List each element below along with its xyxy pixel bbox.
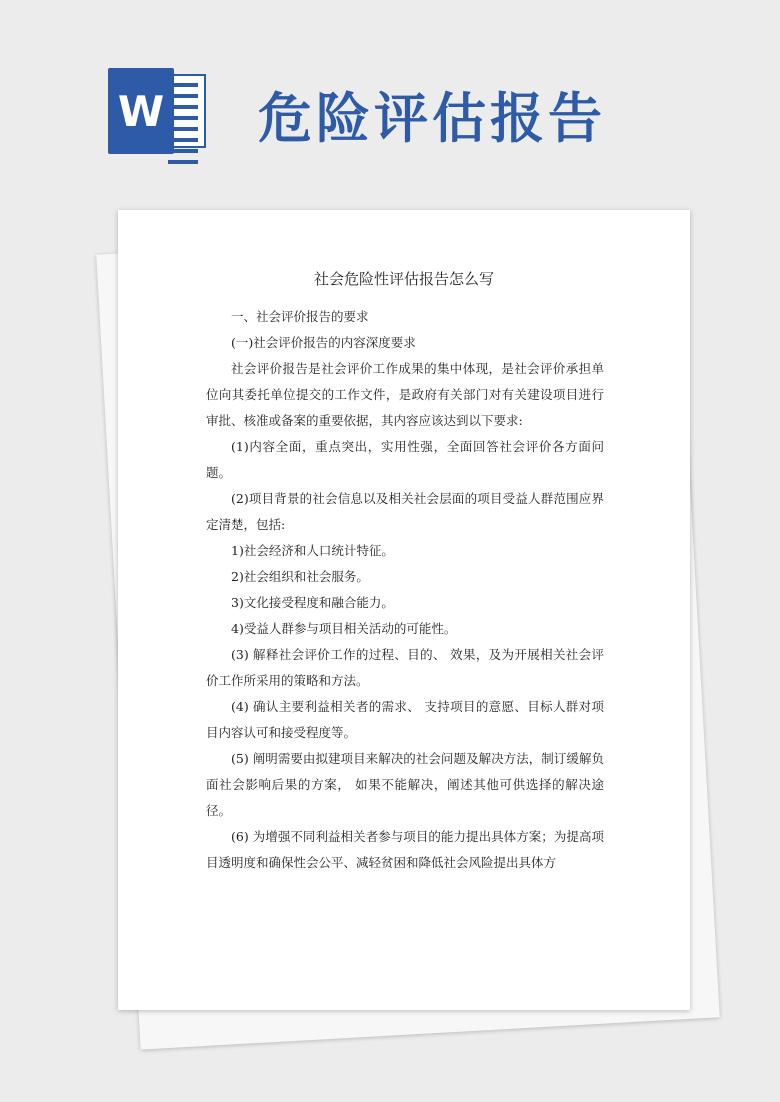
subsection-heading: (一)社会评价报告的内容深度要求 xyxy=(231,335,416,350)
paragraph: (5) 阐明需要由拟建项目来解决的社会问题及解决方法，制订缓解负面社会影响后果的方案， 如果不能解决，阐述其他可供选择的解决途径。 xyxy=(206,751,604,818)
word-badge: W xyxy=(108,68,174,154)
paragraph: (2)项目背景的社会信息以及相关社会层面的项目受益人群范围应界定清楚，包括: xyxy=(206,491,604,532)
header-banner xyxy=(0,0,780,200)
list-item: 1)社会经济和人口统计特征。 xyxy=(231,543,394,558)
section-heading: 一、社会评价报告的要求 xyxy=(231,309,369,324)
list-item: 3)文化接受程度和融合能力。 xyxy=(231,595,394,610)
list-item: 2)社会组织和社会服务。 xyxy=(231,569,369,584)
document-title: 社会危险性评估报告怎么写 xyxy=(313,270,494,288)
paragraph: (1)内容全面，重点突出，实用性强，全面回答社会评价各方面问题。 xyxy=(206,439,604,480)
document-body xyxy=(206,304,604,876)
list-item: 4)受益人群参与项目相关活动的可能性。 xyxy=(231,621,457,636)
paragraph: (6) 为增强不同利益相关者参与项目的能力提出具体方案；为提高项目透明度和确保性会公平、减轻贫困和降低社会风险提出具体方 xyxy=(206,829,604,870)
word-icon xyxy=(108,68,208,154)
paragraph: (3) 解释社会评价工作的过程、目的、 效果，及为开展相关社会评价工作所采用的策略和方法。 xyxy=(206,647,604,688)
document-page xyxy=(118,210,690,1010)
banner-title: 危险评估报告 xyxy=(258,87,606,150)
paragraph: 社会评价报告是社会评价工作成果的集中体现，是社会评价承担单位向其委托单位提交的工作文件，是政府有关部门对有关建设项目进行审批、核准或备案的重要依据，其内容应该达到以下要求: xyxy=(206,361,604,428)
paragraph: (4) 确认主要利益相关者的需求、 支持项目的意愿、目标人群对项目内容认可和接受程度等。 xyxy=(206,699,604,740)
